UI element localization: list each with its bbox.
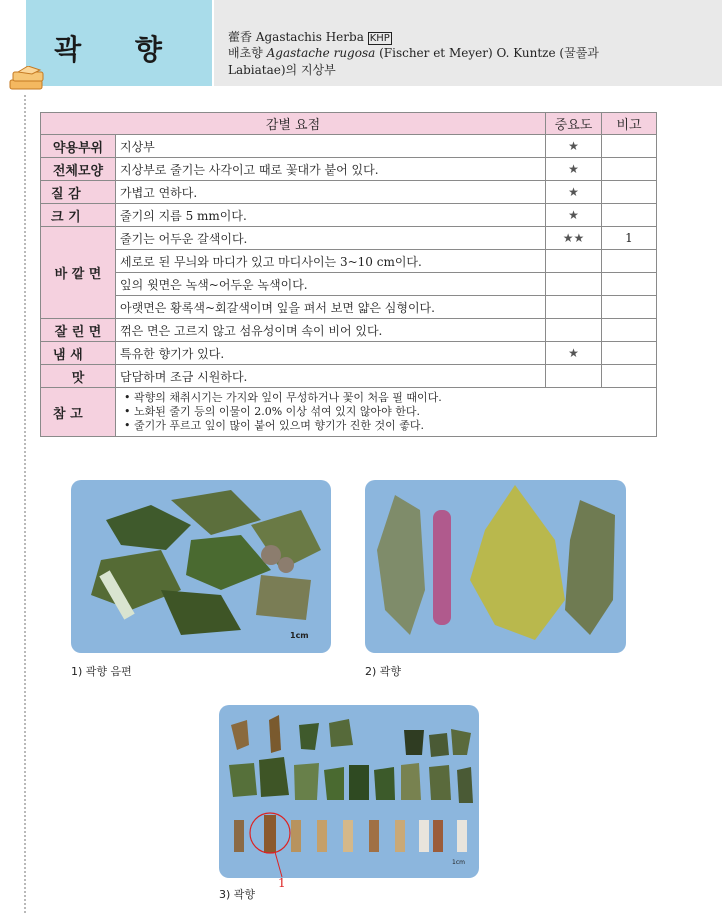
table-row: 잎의 윗면은 녹색~어두운 녹색이다. <box>41 273 657 296</box>
figure-3-scale: 1cm <box>452 859 465 866</box>
table-row: 질 감 가볍고 연하다. ★ <box>41 181 657 204</box>
figure-2-image <box>365 480 626 653</box>
table-row <box>41 388 657 437</box>
margin-dotted-line <box>24 95 26 913</box>
table-row: 크 기 줄기의 지름 5 mm이다. ★ <box>41 204 657 227</box>
table-row: 바 깥 면 줄기는 어두운 갈색이다. ★★ 1 <box>41 227 657 250</box>
reference-cell: • 곽향의 채취시기는 가지와 잎이 무성하거나 꽃이 처음 필 때이다. • 노화된 줄기 등의 이물이 2.0% 이상 섞여 있지 않아야 한다. • 줄기가 푸르고 잎이 많이 붙어 있으며 향기가 진한 것이 좋다. <box>116 388 657 437</box>
label-surface: 바 깥 면 <box>41 227 116 319</box>
table-row: 아랫면은 황록색~회갈색이며 잎을 펴서 보면 얇은 심형이다. <box>41 296 657 319</box>
header-line-2: 배초향 Agastache rugosa (Fischer et Meyer) O. Kuntze (꿀풀과 Labiatae)의 지상부 <box>228 46 599 77</box>
figure-3-marker: 1 <box>278 876 286 890</box>
label-texture: 질 감 <box>51 186 81 202</box>
header-remarks: 비고 <box>602 113 657 135</box>
khp-badge: KHP <box>369 33 390 44</box>
label-smell: 냄 새 <box>53 347 83 363</box>
table-row: 냄 새 특유한 향기가 있다. ★ <box>41 342 657 365</box>
figure-2-caption: 2) 곽향 <box>365 665 402 678</box>
table-row: 약용부위 지상부 ★ <box>41 135 657 158</box>
label-size: 크 기 <box>51 209 81 225</box>
header-importance: 중요도 <box>546 113 602 135</box>
page-title: 곽 향 <box>54 33 184 66</box>
table-row: 세로로 된 무늬와 마디가 있고 마디사이는 3~10 cm이다. <box>41 250 657 273</box>
figure-3-caption: 3) 곽향 <box>219 888 256 901</box>
table-row: 맛 담담하며 조금 시원하다. <box>41 365 657 388</box>
identification-table <box>40 112 657 437</box>
figure-1-scale: 1cm <box>290 631 309 640</box>
table-row: 전체모양 지상부로 줄기는 사각이고 때로 꽃대가 붙어 있다. ★ <box>41 158 657 181</box>
figure-3-image <box>219 705 479 878</box>
figure-1-image <box>71 480 331 653</box>
label-reference: 참 고 <box>53 406 83 422</box>
books-icon <box>8 66 46 92</box>
figure-1-caption: 1) 곽향 음편 <box>71 665 132 678</box>
table-row: 잘 린 면 꺾은 면은 고르지 않고 섬유성이며 속이 비어 있다. <box>41 319 657 342</box>
header-line-1: 藿香 Agastachis Herba KHP <box>228 30 390 44</box>
header-key-points: 감별 요점 <box>41 113 546 135</box>
